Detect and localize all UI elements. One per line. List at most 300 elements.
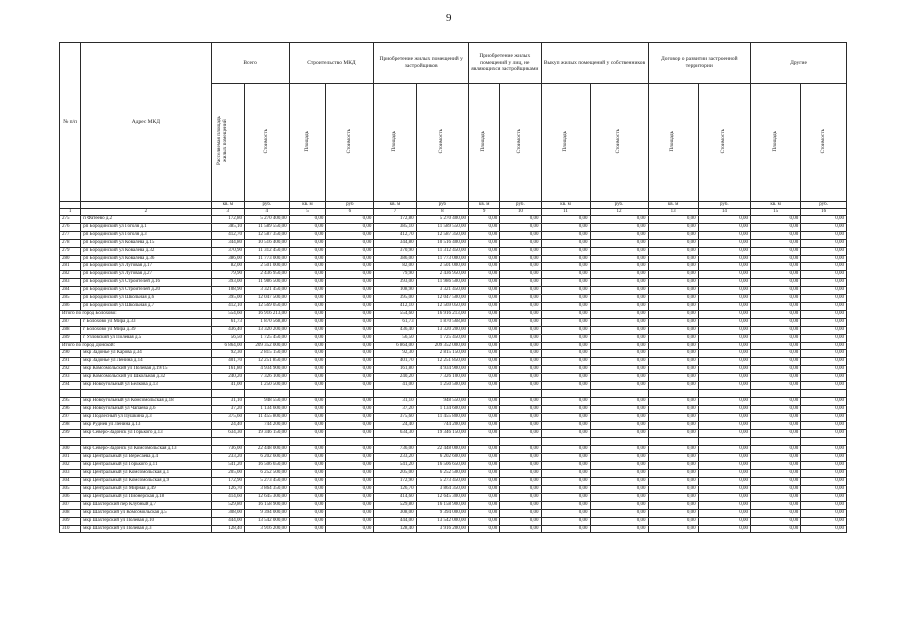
unit-cell: кв. м — [469, 202, 500, 209]
col-address-header: Адрес МКД — [81, 43, 211, 202]
value-cell: 0,00 — [541, 326, 590, 334]
value-cell: 0,00 — [698, 255, 750, 263]
value-cell: 126,70 — [211, 486, 244, 494]
value-cell: 11 455 800,00 — [245, 414, 290, 422]
value-cell: 0,00 — [469, 334, 500, 342]
row-address: мкр Новоугольный ул Комсомольская д.18 — [81, 398, 211, 406]
value-cell: 0,00 — [590, 295, 648, 303]
value-cell: 0,00 — [590, 517, 648, 525]
value-cell: 0,00 — [541, 318, 590, 326]
row-number: 290 — [60, 350, 81, 358]
value-cell: 108,90 — [374, 287, 416, 295]
value-cell: 401,70 — [374, 358, 416, 366]
subtotal-label: Итого по город Болохово: — [60, 310, 212, 318]
value-cell: 0,00 — [751, 430, 801, 438]
row-address: мкр Новоугольный ул Белкова д.13 — [81, 382, 211, 390]
row-number: 302 — [60, 462, 81, 470]
value-cell: 0,00 — [801, 430, 847, 438]
unit-cell: кв. м — [648, 202, 698, 209]
value-cell: 0,00 — [500, 406, 541, 414]
value-cell: 0,00 — [590, 414, 648, 422]
value-cell: 0,00 — [648, 231, 698, 239]
value-cell: 0,00 — [289, 334, 326, 342]
value-cell: 3 864 350,00 — [245, 486, 290, 494]
value-cell: 0,00 — [326, 454, 374, 462]
value-cell: 11 773 000,00 — [416, 255, 468, 263]
value-cell: 0,00 — [590, 310, 648, 318]
table-row — [60, 509, 847, 517]
value-cell: 0,00 — [801, 255, 847, 263]
value-cell: 0,00 — [326, 295, 374, 303]
row-address: п Фатеево д.2 — [81, 216, 211, 224]
value-cell: 0,00 — [289, 239, 326, 247]
value-cell: 0,00 — [500, 223, 541, 231]
value-cell: 0,00 — [751, 302, 801, 310]
value-cell: 0,00 — [801, 486, 847, 494]
unit-cell: кв. м — [751, 202, 801, 209]
value-cell: 395,00 — [374, 295, 416, 303]
value-cell: 0,00 — [751, 414, 801, 422]
group-header-territory: Договор о развитии застроенной территории — [648, 43, 751, 84]
value-cell: 0,00 — [751, 486, 801, 494]
empty-cell — [81, 389, 211, 398]
value-cell: 393,00 — [374, 279, 416, 287]
row-number: 275 — [60, 216, 81, 224]
index-cell: 11 — [541, 209, 590, 216]
subtotal-row — [60, 310, 847, 318]
value-cell: 4 934 900,00 — [416, 366, 468, 374]
value-cell: 0,00 — [698, 358, 750, 366]
value-cell: 0,00 — [698, 334, 750, 342]
value-cell: 11 589 550,00 — [416, 223, 468, 231]
value-cell: 6 864,00 — [374, 342, 416, 350]
table-row — [60, 462, 847, 470]
value-cell: 0,00 — [590, 366, 648, 374]
value-cell: 0,00 — [500, 486, 541, 494]
value-cell: 0,00 — [648, 295, 698, 303]
sub-header-area: Площадь — [771, 130, 778, 152]
row-number: 303 — [60, 470, 81, 478]
row-number: 295 — [60, 398, 81, 406]
value-cell: 16 916 213,00 — [416, 310, 468, 318]
table-row — [60, 318, 847, 326]
value-cell: 0,00 — [500, 470, 541, 478]
table-row — [60, 517, 847, 525]
value-cell: 12 251 850,00 — [416, 358, 468, 366]
value-cell: 61,73 — [211, 318, 244, 326]
value-cell: 0,00 — [648, 478, 698, 486]
value-cell: 0,00 — [326, 263, 374, 271]
value-cell: 0,00 — [541, 310, 590, 318]
value-cell: 0,00 — [469, 255, 500, 263]
value-cell: 0,00 — [801, 414, 847, 422]
row-number: 281 — [60, 263, 81, 271]
value-cell: 0,00 — [648, 247, 698, 255]
value-cell: 0,00 — [326, 470, 374, 478]
empty-cell — [469, 389, 500, 398]
value-cell: 2 815 150,00 — [245, 350, 290, 358]
value-cell: 0,00 — [751, 342, 801, 350]
value-cell: 0,00 — [541, 216, 590, 224]
empty-cell — [590, 437, 648, 446]
value-cell: 344,80 — [374, 239, 416, 247]
value-cell: 0,00 — [289, 326, 326, 334]
unit-cell: руб — [326, 202, 374, 209]
unit-cell: руб. — [698, 202, 750, 209]
value-cell: 0,00 — [648, 342, 698, 350]
col-no-header: № п/п — [60, 43, 81, 202]
row-address: рп Бородинский ул Ковалева д.36 — [81, 255, 211, 263]
value-cell: 13 542 000,00 — [416, 517, 468, 525]
value-cell: 0,00 — [541, 271, 590, 279]
group-header-developers: Приобретение жилых помещений у застройщиков — [374, 43, 469, 84]
value-cell: 0,00 — [751, 517, 801, 525]
empty-cell — [326, 437, 374, 446]
value-cell: 0,00 — [590, 470, 648, 478]
value-cell: 0,00 — [801, 525, 847, 533]
value-cell: 31,10 — [374, 398, 416, 406]
value-cell: 0,00 — [289, 422, 326, 430]
value-cell: 0,00 — [541, 231, 590, 239]
unit-cell: кв. м — [289, 202, 326, 209]
value-cell: 412,70 — [374, 231, 416, 239]
value-cell: 0,00 — [500, 263, 541, 271]
value-cell: 0,00 — [590, 302, 648, 310]
index-cell: 7 — [374, 209, 416, 216]
value-cell: 0,00 — [326, 255, 374, 263]
value-cell: 0,00 — [698, 216, 750, 224]
value-cell: 0,00 — [289, 279, 326, 287]
value-cell: 0,00 — [541, 486, 590, 494]
row-number: 309 — [60, 517, 81, 525]
row-number: 293 — [60, 374, 81, 382]
value-cell: 6 864,00 — [211, 342, 244, 350]
value-cell: 0,00 — [469, 216, 500, 224]
row-number: 305 — [60, 486, 81, 494]
value-cell: 0,00 — [590, 486, 648, 494]
value-cell: 92,30 — [211, 350, 244, 358]
empty-cell — [801, 437, 847, 446]
empty-cell — [326, 389, 374, 398]
value-cell: 0,00 — [541, 493, 590, 501]
value-cell: 0,00 — [698, 287, 750, 295]
value-cell: 0,00 — [648, 517, 698, 525]
value-cell: 401,70 — [211, 358, 244, 366]
subtotal-label: Итого по город Донской: — [60, 342, 212, 350]
value-cell: 0,00 — [801, 302, 847, 310]
row-address: г Болохово ул Мира д.39 — [81, 326, 211, 334]
table-row — [60, 374, 847, 382]
value-cell: 0,00 — [326, 318, 374, 326]
value-cell: 0,00 — [590, 271, 648, 279]
row-number: 306 — [60, 493, 81, 501]
value-cell: 0,00 — [801, 239, 847, 247]
value-cell: 233,20 — [211, 454, 244, 462]
unit-cell: руб. — [590, 202, 648, 209]
value-cell: 0,00 — [469, 223, 500, 231]
value-cell: 0,00 — [289, 406, 326, 414]
value-cell: 0,00 — [500, 326, 541, 334]
value-cell: 0,00 — [469, 310, 500, 318]
value-cell: 0,00 — [541, 414, 590, 422]
value-cell: 529,80 — [211, 501, 244, 509]
table-body — [60, 216, 847, 533]
row-address: рп Бородинский ул Гоголя д.1 — [81, 223, 211, 231]
value-cell: 0,00 — [648, 366, 698, 374]
value-cell: 0,00 — [326, 486, 374, 494]
value-cell: 0,00 — [590, 478, 648, 486]
value-cell: 0,00 — [648, 223, 698, 231]
value-cell: 0,00 — [469, 430, 500, 438]
value-cell: 554,60 — [374, 310, 416, 318]
value-cell: 16 506 650,00 — [245, 462, 290, 470]
value-cell: 0,00 — [590, 263, 648, 271]
value-cell: 0,00 — [751, 406, 801, 414]
table-row — [60, 382, 847, 390]
value-cell: 385,10 — [374, 223, 416, 231]
value-cell: 0,00 — [648, 382, 698, 390]
value-cell: 0,00 — [500, 271, 541, 279]
value-cell: 634,30 — [374, 430, 416, 438]
group-header-buyout: Выкуп жилых помещений у собственников — [541, 43, 648, 84]
value-cell: 0,00 — [648, 310, 698, 318]
row-number: 301 — [60, 454, 81, 462]
value-cell: 0,00 — [590, 382, 648, 390]
value-cell: 12 569 050,00 — [245, 302, 290, 310]
value-cell: 0,00 — [500, 216, 541, 224]
sub-header-cost: Стоимость — [345, 128, 352, 154]
value-cell: 0,00 — [469, 247, 500, 255]
value-cell: 0,00 — [648, 462, 698, 470]
value-cell: 0,00 — [698, 493, 750, 501]
value-cell: 0,00 — [801, 334, 847, 342]
unit-cell: кв. м — [211, 202, 244, 209]
value-cell: 2 436 950,00 — [245, 271, 290, 279]
value-cell: 0,00 — [500, 239, 541, 247]
value-cell: 82,00 — [374, 263, 416, 271]
value-cell: 0,00 — [751, 525, 801, 533]
value-cell: 1 870 568,80 — [416, 318, 468, 326]
value-cell: 11 589 550,00 — [245, 223, 290, 231]
value-cell: 744 200,00 — [245, 422, 290, 430]
value-cell: 0,00 — [326, 446, 374, 454]
value-cell: 0,00 — [289, 414, 326, 422]
value-cell: 0,00 — [590, 462, 648, 470]
table-row — [60, 302, 847, 310]
value-cell: 0,00 — [469, 478, 500, 486]
sub-header-cost: Стоимость — [438, 128, 445, 154]
value-cell: 1 870 568,80 — [245, 318, 290, 326]
value-cell: 0,00 — [801, 263, 847, 271]
value-cell: 0,00 — [541, 342, 590, 350]
value-cell: 0,00 — [751, 422, 801, 430]
value-cell: 0,00 — [751, 366, 801, 374]
value-cell: 1 250 500,00 — [245, 382, 290, 390]
value-cell: 22 448 000,00 — [416, 446, 468, 454]
value-cell: 0,00 — [500, 366, 541, 374]
index-cell: 15 — [751, 209, 801, 216]
value-cell: 2 436 950,00 — [416, 271, 468, 279]
group-header-construction: Строительство МКД — [289, 43, 374, 84]
value-cell: 0,00 — [590, 430, 648, 438]
spacer-row — [60, 437, 847, 446]
value-cell: 436,40 — [374, 326, 416, 334]
value-cell: 0,00 — [541, 358, 590, 366]
value-cell: 0,00 — [289, 509, 326, 517]
value-cell: 375,60 — [211, 414, 244, 422]
empty-cell — [245, 389, 290, 398]
value-cell: 19 346 150,00 — [245, 430, 290, 438]
index-cell: 8 — [416, 209, 468, 216]
value-cell: 0,00 — [500, 302, 541, 310]
value-cell: 0,00 — [289, 271, 326, 279]
value-cell: 412,10 — [374, 302, 416, 310]
value-cell: 0,00 — [541, 366, 590, 374]
value-cell: 12 587 350,00 — [416, 231, 468, 239]
value-cell: 0,00 — [590, 342, 648, 350]
value-cell: 0,00 — [698, 223, 750, 231]
value-cell: 6 202 600,00 — [245, 454, 290, 462]
value-cell: 0,00 — [500, 517, 541, 525]
value-cell: 108,90 — [211, 287, 244, 295]
index-cell: 3 — [211, 209, 244, 216]
value-cell: 126,70 — [374, 486, 416, 494]
value-cell: 0,00 — [590, 279, 648, 287]
value-cell: 4 934 900,00 — [245, 366, 290, 374]
value-cell: 0,00 — [326, 414, 374, 422]
value-cell: 0,00 — [541, 398, 590, 406]
value-cell: 0,00 — [698, 302, 750, 310]
value-cell: 444,00 — [374, 517, 416, 525]
value-cell: 6 252 500,00 — [416, 470, 468, 478]
row-number: 280 — [60, 255, 81, 263]
value-cell: 0,00 — [751, 334, 801, 342]
value-cell: 0,00 — [648, 422, 698, 430]
row-address: мкр Задонье ул Карова д.34 — [81, 350, 211, 358]
value-cell: 0,00 — [801, 318, 847, 326]
value-cell: 0,00 — [469, 382, 500, 390]
value-cell: 31,10 — [211, 398, 244, 406]
row-address: мкр Комсомольский ул Полевая д.19/15 — [81, 366, 211, 374]
value-cell: 541,20 — [374, 462, 416, 470]
value-cell: 41,00 — [211, 382, 244, 390]
value-cell: 0,00 — [326, 247, 374, 255]
empty-cell — [245, 437, 290, 446]
value-cell: 0,00 — [751, 318, 801, 326]
value-cell: 0,00 — [326, 509, 374, 517]
value-cell: 0,00 — [326, 366, 374, 374]
value-cell: 0,00 — [500, 247, 541, 255]
sub-header-area: Площадь — [303, 130, 310, 152]
row-number: 279 — [60, 247, 81, 255]
sub-header-area: Площадь — [669, 130, 676, 152]
value-cell: 0,00 — [590, 454, 648, 462]
value-cell: 0,00 — [500, 255, 541, 263]
value-cell: 0,00 — [590, 422, 648, 430]
empty-cell — [801, 389, 847, 398]
value-cell: 0,00 — [648, 398, 698, 406]
page-number: 9 — [446, 12, 452, 24]
row-number: 291 — [60, 358, 81, 366]
table-row — [60, 478, 847, 486]
row-number: 277 — [60, 231, 81, 239]
value-cell: 1 725 450,00 — [245, 334, 290, 342]
value-cell: 0,00 — [500, 342, 541, 350]
empty-cell — [374, 389, 416, 398]
group-header-non-developers: Приобретение жилых помещений у лиц, не являющихся застройщиками — [469, 43, 541, 84]
table-row — [60, 446, 847, 454]
value-cell: 0,00 — [326, 271, 374, 279]
value-cell: 0,00 — [289, 478, 326, 486]
value-cell: 0,00 — [751, 509, 801, 517]
column-index-row — [60, 209, 847, 216]
value-cell: 436,40 — [211, 326, 244, 334]
value-cell: 172,80 — [374, 216, 416, 224]
table-row — [60, 422, 847, 430]
value-cell: 541,20 — [211, 462, 244, 470]
value-cell: 0,00 — [751, 350, 801, 358]
value-cell: 16 916 213,00 — [245, 310, 290, 318]
value-cell: 0,00 — [326, 358, 374, 366]
value-cell: 386,00 — [374, 255, 416, 263]
value-cell: 0,00 — [541, 302, 590, 310]
row-address: рп Бородинский ул Луговая д.17 — [81, 263, 211, 271]
row-address: мкр Шахтерский пер Клубный д.7 — [81, 501, 211, 509]
value-cell: 0,00 — [751, 374, 801, 382]
value-cell: 0,00 — [289, 454, 326, 462]
value-cell: 0,00 — [698, 271, 750, 279]
value-cell: 19 346 150,00 — [416, 430, 468, 438]
value-cell: 0,00 — [469, 454, 500, 462]
value-cell: 0,00 — [289, 295, 326, 303]
table-row — [60, 406, 847, 414]
value-cell: 0,00 — [289, 486, 326, 494]
value-cell: 5 273 450,00 — [245, 478, 290, 486]
value-cell: 0,00 — [500, 446, 541, 454]
value-cell: 0,00 — [500, 430, 541, 438]
value-cell: 0,00 — [541, 422, 590, 430]
value-cell: 11 312 450,00 — [416, 247, 468, 255]
value-cell: 0,00 — [751, 255, 801, 263]
value-cell: 9 394 000,00 — [416, 509, 468, 517]
value-cell: 948 550,00 — [245, 398, 290, 406]
value-cell: 0,00 — [289, 398, 326, 406]
value-cell: 0,00 — [289, 263, 326, 271]
row-address: мкр Центральный ул Комсомольская д.1 — [81, 470, 211, 478]
unit-cell: руб — [416, 202, 468, 209]
row-address: рп Бородинский ул Ковалева д.15 — [81, 239, 211, 247]
value-cell: 412,70 — [211, 231, 244, 239]
value-cell: 0,00 — [541, 462, 590, 470]
value-cell: 0,00 — [801, 366, 847, 374]
value-cell: 12 645 300,00 — [245, 493, 290, 501]
value-cell: 0,00 — [698, 406, 750, 414]
row-address: рп Бородинский ул Школьная д.7 — [81, 302, 211, 310]
empty-cell — [698, 389, 750, 398]
value-cell: 0,00 — [541, 247, 590, 255]
value-cell: 82,00 — [211, 263, 244, 271]
value-cell: 0,00 — [648, 446, 698, 454]
value-cell: 0,00 — [326, 422, 374, 430]
value-cell: 0,00 — [590, 493, 648, 501]
value-cell: 0,00 — [289, 247, 326, 255]
value-cell: 0,00 — [698, 422, 750, 430]
units-row — [60, 202, 847, 209]
value-cell: 0,00 — [801, 271, 847, 279]
value-cell: 0,00 — [469, 525, 500, 533]
value-cell: 7 326 100,00 — [416, 374, 468, 382]
value-cell: 0,00 — [289, 318, 326, 326]
